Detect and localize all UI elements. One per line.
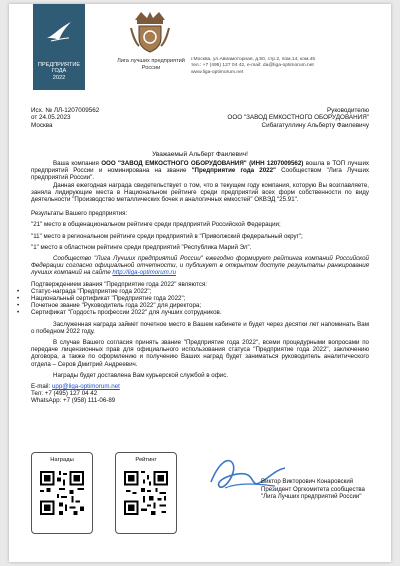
email-label: E-mail: xyxy=(31,383,52,391)
awards-title: Подтверждением звания "Предприятие года 2022" являются: xyxy=(31,280,208,288)
signer-block xyxy=(261,478,365,501)
qr-code-icon[interactable] xyxy=(40,471,84,515)
addressee-line-1: Руководителю xyxy=(326,107,369,114)
awards-qr-caption: Награды xyxy=(50,457,74,463)
greeting: Уважаемый Альберт Фаилевич! xyxy=(152,151,248,158)
addressee-line-2: ООО "ЗАВОД ЕМКОСТНОГО ОБОРУДОВАНИЯ" xyxy=(227,114,369,122)
contact-address: г.Москва, ул.Авиамоторная, д.50, стр.2, пом.14, ком.45 xyxy=(191,57,316,62)
community-text: Сообщество "Лига Лучших предприятий России" ежегодно формирует рейтинга компаний Российской Федерации согласно официальной отчетности, и публикует в открытом доступе результаты ранжирования лучших компаний на сайте xyxy=(31,255,369,277)
badge-line-2: ГОДА xyxy=(51,68,67,75)
enterprise-of-year-badge xyxy=(33,4,85,90)
results-title: Результаты Вашего предприятия: xyxy=(31,210,128,218)
phone-line: Тел: +7 (495) 127 04 42 xyxy=(31,390,98,398)
result-oblast: "1" место в областном рейтинге среди предприятий "Республика Марий Эл". xyxy=(31,243,252,251)
rating-qr-box xyxy=(115,452,177,534)
result-national: "21" место в общенациональном рейтинге среди предприятий Российской Федерации; xyxy=(31,221,281,229)
delivery-note: Награды будет доставлена Вам курьерской службой в офис. xyxy=(53,371,229,379)
letter-body xyxy=(31,160,369,405)
email-line xyxy=(31,383,369,390)
addressee-line-3: Сибагатуллину Альберту Фаилевичу xyxy=(261,121,369,129)
award-item: • Национальный сертификат "Предприятие года 2022"; xyxy=(31,295,369,302)
paragraph-consent: В случае Вашего согласия принять звание "Предприятие года 2022", всеми процедурными вопросами по передаче лицензионных прав для официального использования статуса "Предприятие года 2022", заключению договора, а также по оформлению и получению Ваших наград будет заниматься руководитель аналитического отдела – Серов Дмитрий Андреевич. xyxy=(31,339,369,368)
signer-org: "Лига Лучших предприятий России" xyxy=(261,493,362,501)
signer-name: Виктор Викторович Конаровский xyxy=(261,478,354,485)
letter-page xyxy=(9,4,391,562)
awards-qr-box xyxy=(31,452,93,534)
award-item: • Статус-награда "Предприятие года 2022"; xyxy=(31,288,369,295)
paragraph-memory: Заслуженная награда займет почетное место в Вашем кабинете и будет через десятки лет напоминать Вам о победном 2022 году. xyxy=(31,320,369,335)
result-regional: "11" место в региональном рейтинге среди предприятий в "Приволжский федеральный округ"; xyxy=(31,232,303,240)
qr-code-icon[interactable] xyxy=(124,471,168,515)
signer-position: Президент Оргкомитета сообщества xyxy=(261,485,365,493)
league-name: Лига лучших предприятий России xyxy=(117,58,185,71)
wing-logo-icon xyxy=(45,18,73,46)
intro-text-c: Сообществом "Лига Лучших предприятий России". xyxy=(31,167,370,182)
contact-site[interactable]: www.liga-optimorum.net xyxy=(191,69,244,75)
ref-city: Москва xyxy=(31,121,53,129)
company-name: ООО "ЗАВОД ЕМКОСТНОГО ОБОРУДОВАНИЯ" (ИНН 1207009562) xyxy=(101,160,304,167)
paragraph-intro xyxy=(31,160,369,182)
ref-date: от 24.05.2023 xyxy=(31,114,71,122)
badge-line-3: 2022 xyxy=(52,74,66,81)
award-item: • Почетное звание "Руководитель года 2022" для директора; xyxy=(31,302,369,309)
ref-number: Исх. № ЛЛ-1207009562 xyxy=(31,107,100,114)
email-link[interactable]: upp@liga-optimorum.net xyxy=(51,383,120,391)
award-item: • Сертификат "Гордость профессии 2022" для лучших сотрудников. xyxy=(31,309,369,316)
paragraph-community xyxy=(31,255,369,277)
intro-text-a: Ваша компания xyxy=(53,160,102,167)
badge-line-1: ПРЕДПРИЯТИЕ xyxy=(37,62,81,68)
rating-qr-caption: Рейтинг xyxy=(135,457,157,463)
addressee xyxy=(227,107,369,129)
rating-site-link[interactable]: http://liga-optimorum.ru xyxy=(112,269,177,277)
contact-phone: тел.: +7 (495) 127 04 42, e-mail: da@liga-optimorum.net xyxy=(191,63,314,69)
outgoing-ref xyxy=(31,107,99,129)
award-title: "Предприятие года 2022" xyxy=(191,167,276,175)
league-crest-icon xyxy=(129,10,171,54)
contacts-block xyxy=(191,57,381,76)
whatsapp-line: WhatsApp: +7 (958) 111-06-89 xyxy=(31,397,116,405)
intro-text-b: вошла в ТОП лучших предприятий России и номинирована на звание xyxy=(31,160,369,175)
paragraph-rating: Данная ежегодная награда свидетельствует о том, что в текущем году компания, которую Вы возглавляете, заняла лидирующие места в Национальном рейтинге среди предприятий всех форм собственности по виду деятельности "Производство металлических бочек и аналогичных емкостей" ОКВЭД "25.91". xyxy=(31,181,369,204)
